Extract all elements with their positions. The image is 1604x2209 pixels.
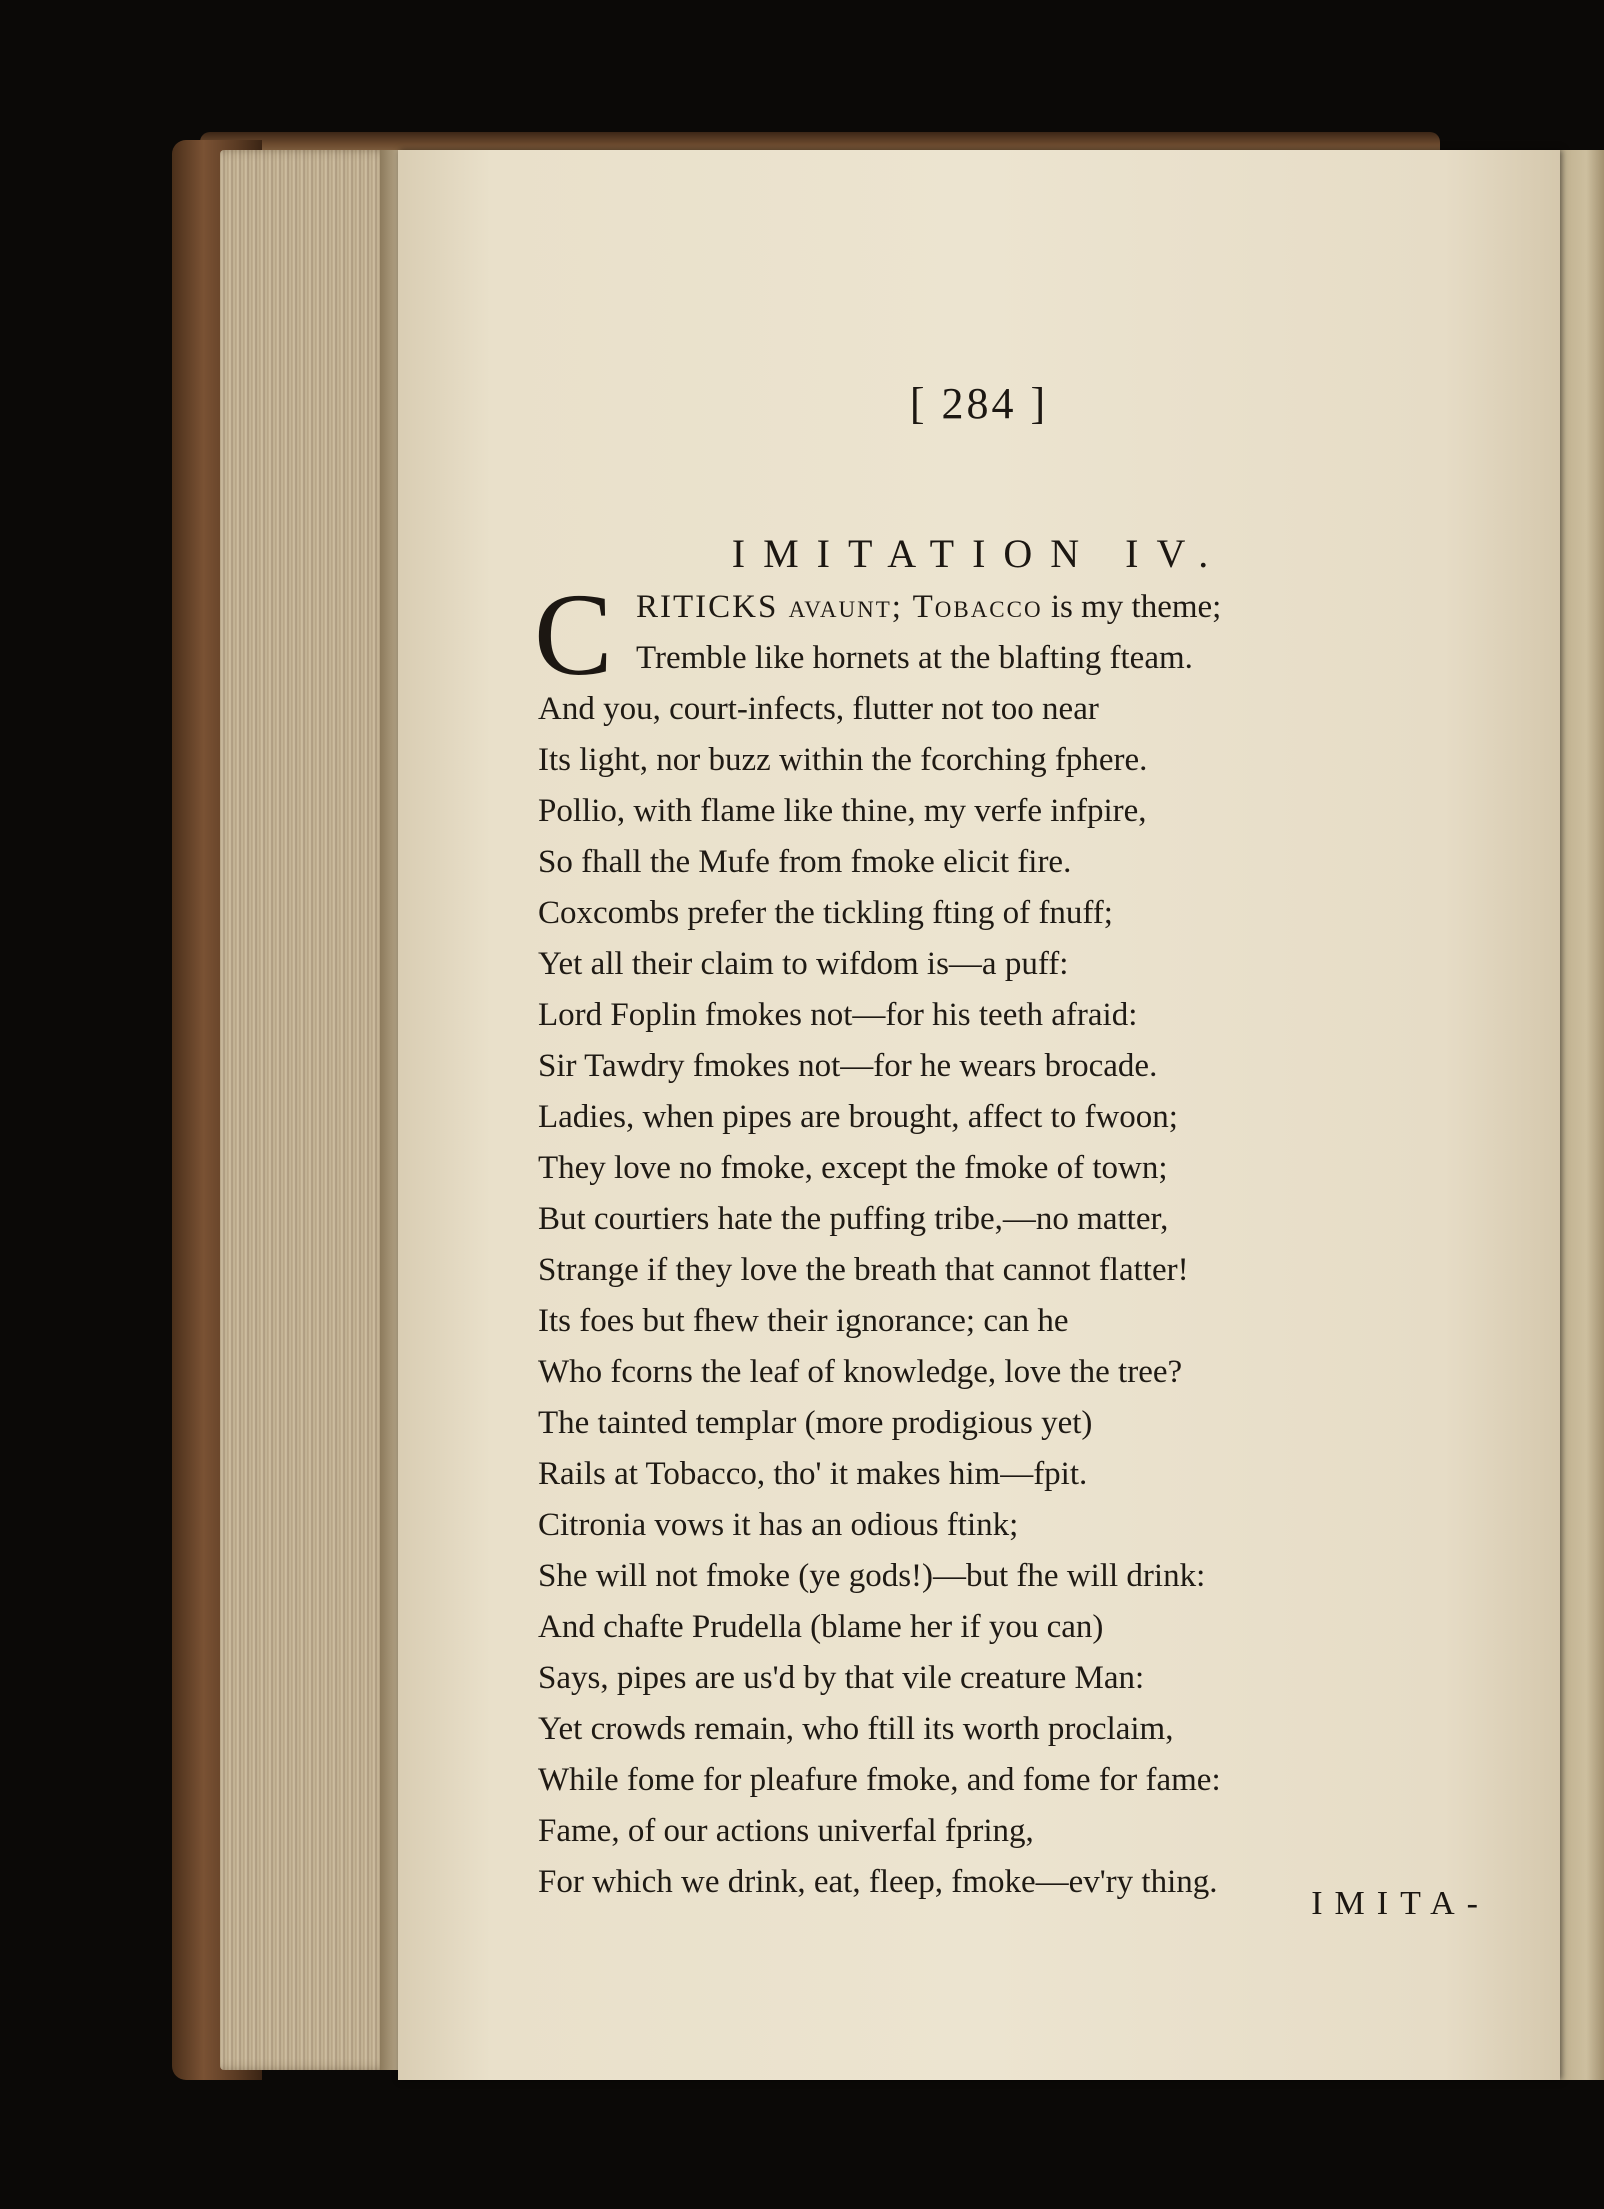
poem-line: Lord Foplin fmokes not—for his teeth afraid:	[538, 997, 1138, 1033]
poem-line: Strange if they love the breath that cannot flatter!	[538, 1252, 1189, 1288]
poem-line: Tremble like hornets at the blafting fteam.	[636, 640, 1193, 676]
poem-line: She will not fmoke (ye gods!)—but fhe will drink:	[538, 1558, 1206, 1594]
facing-leaf-edge	[1560, 150, 1604, 2080]
page-edges	[220, 150, 395, 2070]
poem-line-1	[538, 582, 1538, 633]
poem-line: Sir Tawdry fmokes not—for he wears brocade.	[538, 1048, 1158, 1084]
poem-line: And chafte Prudella (blame her if you can)	[538, 1609, 1104, 1645]
book-page	[398, 150, 1560, 2080]
poem-line: Rails at Tobacco, tho' it makes him—fpit.	[538, 1456, 1088, 1492]
catchword: IMITA-	[1311, 1885, 1490, 1922]
poem-line: So fhall the Mufe from fmoke elicit fire.	[538, 844, 1072, 880]
poem-line: Its foes but fhew their ignorance; can he	[538, 1303, 1069, 1339]
poem-line-1-tobacco: Tobacco	[912, 589, 1043, 625]
poem-line: And you, court-infects, flutter not too near	[538, 691, 1099, 727]
page-number: [ 284 ]	[909, 379, 1049, 428]
drop-cap: C	[534, 569, 613, 700]
poem-line: Yet all their claim to wifdom is—a puff:	[538, 946, 1069, 982]
poem-line: Ladies, when pipes are brought, affect to fwoon;	[538, 1099, 1178, 1135]
poem-line-1-start: RITICKS avaunt;	[636, 589, 913, 625]
poem-body	[534, 569, 1538, 1908]
poem-line: Says, pipes are us'd by that vile creature Man:	[538, 1660, 1145, 1696]
poem-heading: IMITATION IV.	[731, 531, 1227, 576]
poem-line: While fome for pleafure fmoke, and fome for fame:	[538, 1762, 1221, 1798]
poem-line: They love no fmoke, except the fmoke of town;	[538, 1150, 1168, 1186]
poem-line: Its light, nor buzz within the fcorching fphere.	[538, 742, 1148, 778]
poem-line: Yet crowds remain, who ftill its worth proclaim,	[538, 1711, 1174, 1747]
poem-line: But courtiers hate the puffing tribe,—no matter,	[538, 1201, 1169, 1237]
poem-line: Citronia vows it has an odious ftink;	[538, 1507, 1019, 1543]
poem-line: The tainted templar (more prodigious yet)	[538, 1405, 1093, 1441]
poem-line: Pollio, with flame like thine, my verfe infpire,	[538, 793, 1147, 829]
poem-line-1-end: is my theme;	[1042, 589, 1222, 625]
poem-line: Coxcombs prefer the tickling fting of fnuff;	[538, 895, 1113, 931]
poem-line: Fame, of our actions univerfal fpring,	[538, 1813, 1034, 1849]
poem-line: Who fcorns the leaf of knowledge, love the tree?	[538, 1354, 1183, 1390]
poem-line: For which we drink, eat, fleep, fmoke—ev'ry thing.	[538, 1864, 1218, 1900]
